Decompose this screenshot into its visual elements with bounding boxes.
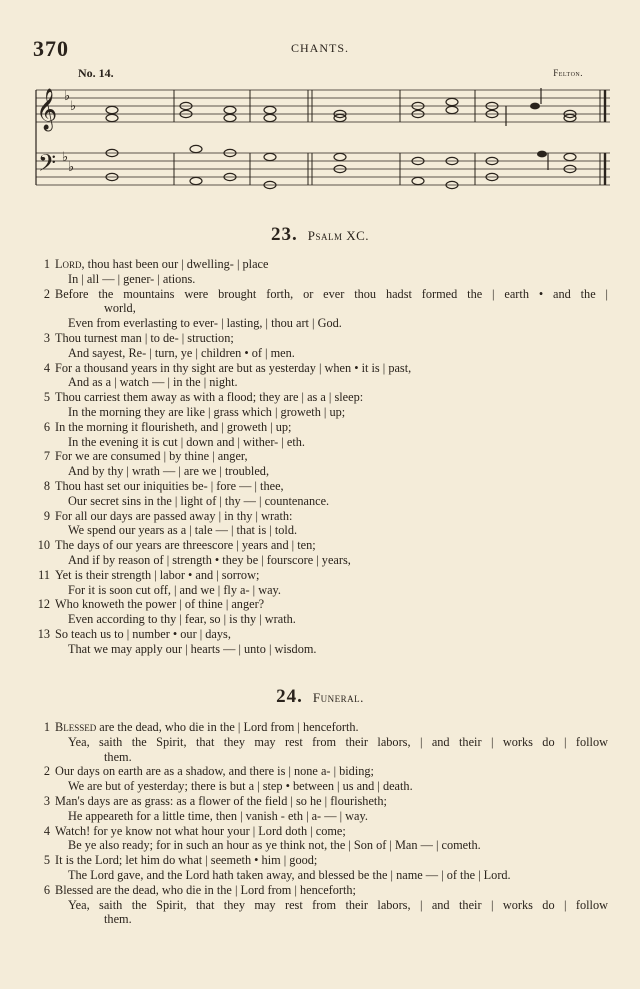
verse-number: 11: [38, 567, 50, 582]
verse-number: 6: [43, 882, 50, 897]
bass-notes: [106, 145, 576, 188]
tune-number: No. 14.: [78, 66, 114, 80]
psalm-verses: [0, 257, 640, 657]
verse-line: Yet is their strength | labor • and | sorrow;: [55, 567, 260, 582]
verse-line: And as a | watch — | in the | night.: [68, 375, 238, 390]
verse-number: 10: [37, 538, 50, 553]
psalm-heading: [0, 224, 640, 246]
verse-line: And sayest, Re- | turn, ye | children • of | men.: [68, 345, 295, 360]
verse-text: , thou hast been our | dwelling- | place: [81, 257, 269, 271]
composer-name: Felton.: [553, 68, 583, 78]
verse: [0, 627, 640, 657]
verse: [0, 794, 640, 824]
verse: [0, 853, 640, 883]
verse-line: In the morning it flourisheth, and | groweth | up;: [55, 419, 292, 434]
verse: [0, 420, 640, 450]
verse-line: Be ye also ready; for in such an hour as ye think not, the | Son of | Man — | cometh.: [68, 838, 481, 853]
bass-staff: [36, 153, 610, 185]
verse-line: world,: [104, 301, 136, 316]
verse-line: The Lord gave, and the Lord hath taken away, and blessed be the | name — | of the | Lord.: [68, 867, 511, 882]
verse-line: It is the Lord; let him do what | seemeth • him | good;: [55, 853, 318, 868]
verse-number: 9: [43, 508, 50, 523]
verse-line: Even from everlasting to ever- | lasting, | thou art | God.: [68, 316, 342, 331]
verse: [0, 597, 640, 627]
funeral-title: Funeral.: [312, 690, 364, 705]
verse: [0, 538, 640, 568]
verse-line: Man's days are as grass: as a flower of the field | so he | flourisheth;: [55, 793, 387, 808]
verse: [0, 764, 640, 794]
verse-line: We are but of yesterday; there is but a | step • between | us and | death.: [68, 779, 413, 794]
verse-line: That we may apply our | hearts — | unto | wisdom.: [68, 641, 317, 656]
verse: [0, 257, 640, 287]
verse: [0, 361, 640, 391]
treble-notes: [106, 88, 576, 126]
verse-line: We spend our years as a | tale — | that is | told.: [68, 523, 298, 538]
verse-line: them.: [104, 912, 132, 927]
verse-number: 4: [43, 823, 50, 838]
verse-line: Thou carriest them away as with a flood; they are | as a | sleep:: [55, 390, 364, 405]
treble-staff: [36, 90, 610, 122]
verse-initial: Lord: [55, 257, 82, 271]
verse: [0, 568, 640, 598]
verse: [0, 287, 640, 331]
flat-icon: ♭: [68, 160, 75, 175]
verse-number: 1: [43, 720, 50, 734]
verse-number: 1: [43, 257, 50, 271]
barlines: [36, 90, 605, 185]
verse-line: For a thousand years in thy sight are but as yesterday | when • it is | past,: [55, 360, 412, 375]
verse-line: Blessed are the dead, who die in the | Lord from | henceforth;: [55, 882, 356, 897]
flat-icon: ♭: [64, 89, 71, 104]
music-score: [0, 0, 640, 210]
verse-number: 3: [43, 330, 50, 345]
bass-clef-icon: 𝄢: [38, 149, 57, 182]
verse-number: 6: [43, 419, 50, 434]
verse-line: Watch! for ye know not what hour your | Lord doth | come;: [55, 823, 346, 838]
verse-line: So teach us to | number • our | days,: [55, 626, 231, 641]
funeral-number: 24.: [276, 686, 303, 707]
verse-line: Thou hast set our iniquities be- | fore — | thee,: [55, 478, 284, 493]
verse-text: are the dead, who die in the | Lord from | henceforth.: [96, 720, 359, 734]
verse-line: He appeareth for a little time, then | vanish - eth | a- — | way.: [68, 808, 368, 823]
verse-number: 13: [37, 626, 50, 641]
verse-number: 12: [37, 597, 50, 612]
treble-clef-icon: 𝄞: [36, 89, 58, 130]
verse-line: Yea, saith the Spirit, that they may rest from their labors, | and their | works do | follow: [68, 897, 608, 912]
flat-icon: ♭: [70, 99, 77, 114]
filled-note-icon: [530, 103, 540, 110]
psalm-number: 23.: [270, 224, 298, 245]
verse: [0, 449, 640, 479]
verse-line: And by thy | wrath — | are we | troubled,: [68, 464, 270, 479]
running-title: CHANTS.: [290, 41, 349, 55]
verse-line: Before the mountains were brought forth, or ever thou hadst formed the | earth • and the |: [55, 286, 608, 301]
page-number: 370: [33, 36, 69, 61]
verse-number: 5: [43, 853, 50, 868]
verse-line: Our secret sins in the | light of | thy — | countenance.: [68, 493, 330, 508]
funeral-heading: [0, 686, 640, 708]
psalm-title: Psalm XC.: [307, 228, 370, 243]
verse-number: 5: [43, 390, 50, 405]
verse: [0, 331, 640, 361]
verse-line: In the evening it is cut | down and | wither- | eth.: [68, 434, 305, 449]
verse-line: [0, 257, 640, 272]
verse-number: 4: [43, 360, 50, 375]
verse-number: 7: [43, 449, 50, 464]
verse-number: 2: [43, 764, 50, 779]
verse-line: Yea, saith the Spirit, that they may rest from their labors, | and their | works do | follow: [68, 734, 608, 749]
verse-line: Thou turnest man | to de- | struction;: [55, 330, 234, 345]
verse-line: And if by reason of | strength • they be | fourscore | years,: [68, 552, 351, 567]
verse-number: 3: [43, 793, 50, 808]
verse-number: 2: [43, 286, 50, 301]
verse-line: them.: [104, 749, 132, 764]
verse: [0, 390, 640, 420]
verse-initial: Blessed: [55, 720, 97, 734]
verse-line: In the morning they are like | grass which | groweth | up;: [68, 404, 346, 419]
verse: [0, 824, 640, 854]
verse: [0, 883, 640, 927]
verse-line: [0, 720, 640, 735]
filled-note-icon: [537, 151, 547, 158]
funeral-verses: [0, 720, 640, 927]
verse-line: In | all — | gener- | ations.: [68, 271, 196, 286]
verse: [0, 720, 640, 764]
verse-line: For it is soon cut off, | and we | fly a- | way.: [68, 582, 281, 597]
verse: [0, 509, 640, 539]
verse-line: Even according to thy | fear, so | is thy | wrath.: [68, 612, 296, 627]
verse-number: 8: [43, 478, 50, 493]
verse: [0, 479, 640, 509]
verse-line: Who knoweth the power | of thine | anger?: [55, 597, 265, 612]
flat-icon: ♭: [62, 150, 69, 165]
verse-line: For we are consumed | by thine | anger,: [55, 449, 248, 464]
verse-line: Our days on earth are as a shadow, and there is | none a- | biding;: [55, 764, 374, 779]
verse-line: The days of our years are threescore | years and | ten;: [55, 538, 316, 553]
verse-line: For all our days are passed away | in thy | wrath:: [55, 508, 293, 523]
